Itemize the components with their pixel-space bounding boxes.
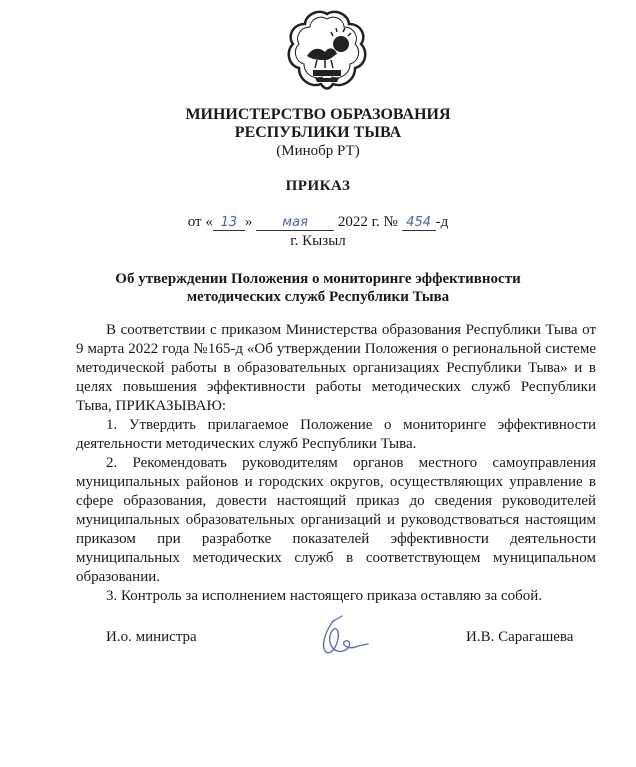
date-prefix: от « (187, 214, 213, 230)
signatory-position: И.о. министра (106, 629, 197, 645)
ministry-name-line2: РЕСПУБЛИКИ ТЫВА (234, 124, 402, 141)
order-number-suffix: -д (435, 214, 449, 230)
body-paragraph-item-1: 1. Утвердить прилагаемое Положение о мониторинге эффективности деятельности методических служб Республики Тыва. (76, 417, 596, 452)
tuva-coat-of-arms-emblem (285, 10, 369, 102)
body-paragraph-item-3: 3. Контроль за исполнением настоящего приказа оставляю за собой. (106, 588, 543, 604)
document-body (76, 321, 596, 606)
document-title (0, 270, 636, 306)
date-mid: » (244, 214, 253, 230)
ministry-name-line1: МИНИСТЕРСТВО ОБРАЗОВАНИЯ (185, 106, 451, 123)
ministry-abbreviation: (Минобр РТ) (276, 143, 360, 159)
body-paragraph-item-2: 2. Рекомендовать руководителям органов местного самоуправления муниципальных районов и городских округов, осуществляющих управление в сфере образования, довести настоящий приказ до сведения руководителей муниципальных образовательных организаций и руководствоваться настоящим приказом при разработке показателей эффективности деятельности муниципальных методических служб в соответствующем муниципальном образовании. (76, 455, 596, 585)
handwritten-signature (312, 612, 372, 664)
signatory-name: И.В. Сарагашева (466, 629, 574, 645)
order-day: 13 (213, 216, 245, 231)
order-city: г. Кызыл (290, 233, 346, 249)
order-title: ПРИКАЗ (285, 178, 351, 194)
document-title-line2: методических служб Республики Тыва (186, 289, 450, 305)
order-number: 454 (402, 216, 436, 231)
order-date-line (0, 214, 636, 231)
order-year: 2022 г. № (337, 214, 398, 230)
document-title-line1: Об утверждении Положения о мониторинге эффективности (115, 271, 521, 287)
body-paragraph-preamble: В соответствии с приказом Министерства образования Республики Тыва от 9 марта 2022 года №165-д «Об утверждении Положения о региональной системе методической работы в образовательных организациях Республики Тыва» и в целях повышения эффективности работы методических служб Республики Тыва, ПРИКАЗЫВАЮ: (76, 322, 596, 414)
order-month: мая (256, 216, 334, 231)
ministry-name (0, 106, 636, 142)
